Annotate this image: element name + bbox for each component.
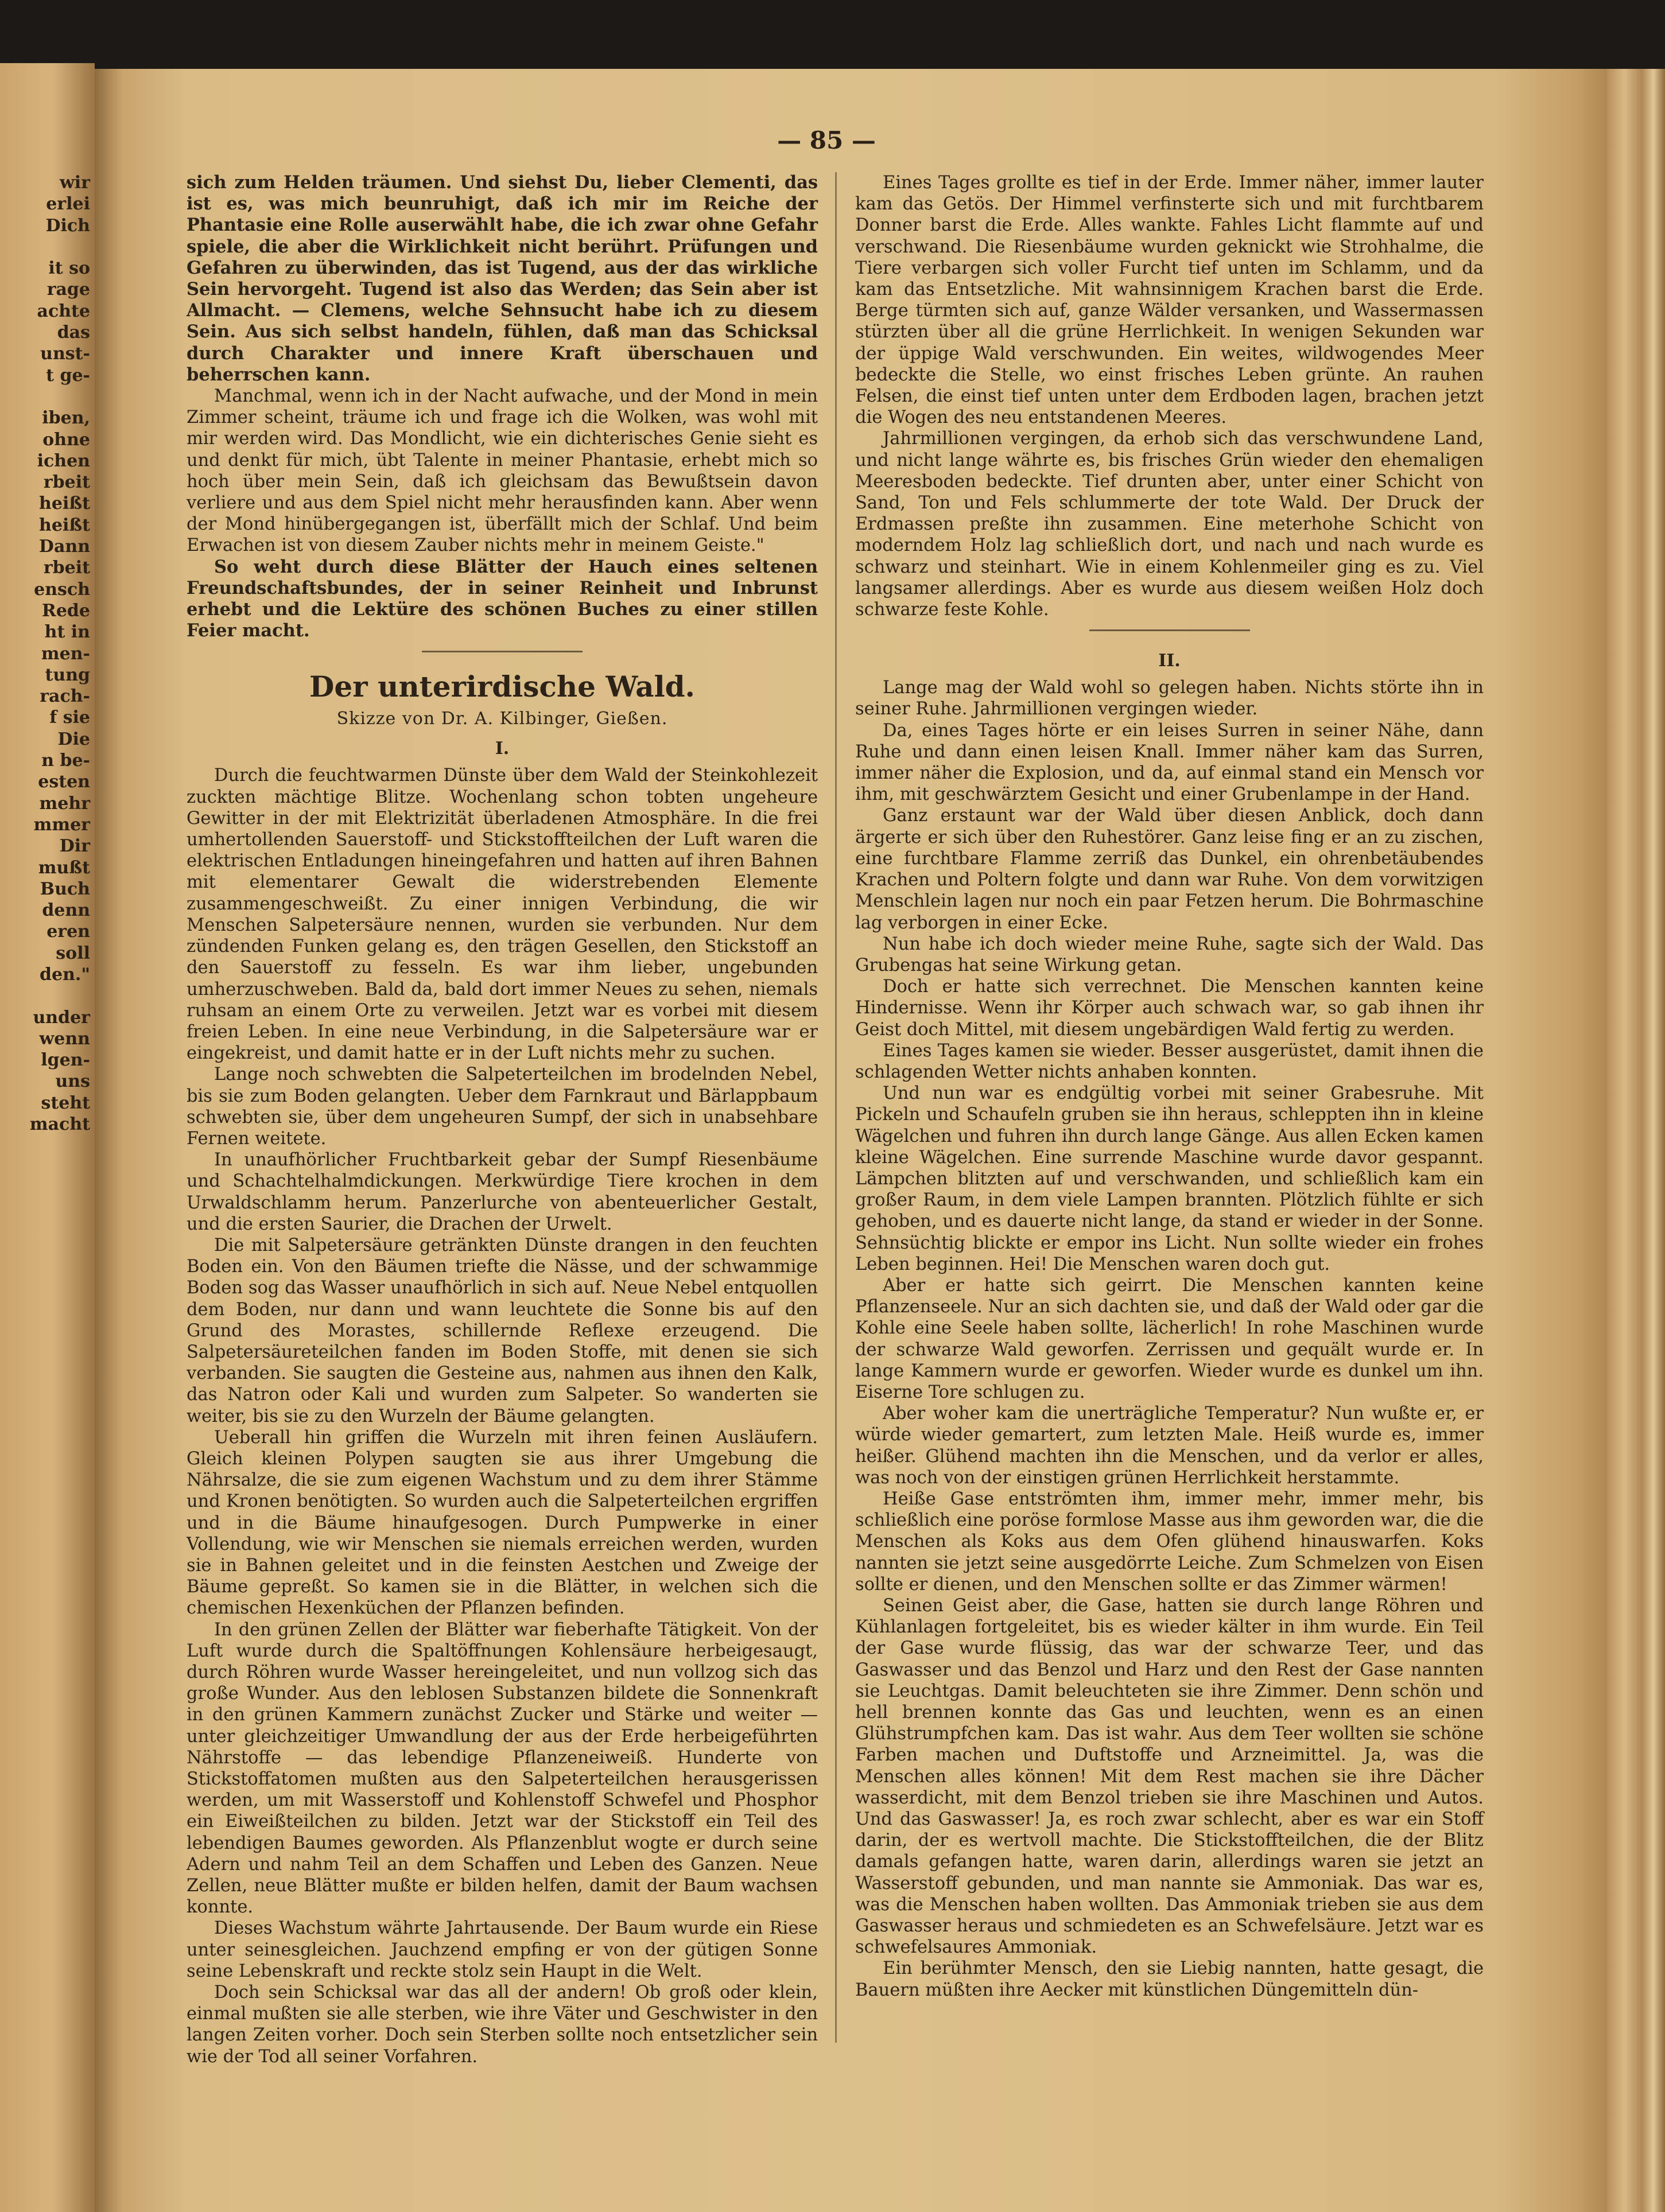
body-paragraph: Dieses Wachstum währte Jahrtausende. Der Baum wurde ein Riese unter seinesgleichen. Jauchzend empfing er von der gütigen Sonne seine Lebenskraft und reckte stolz sein Haupt in die Welt. bbox=[187, 1918, 818, 1981]
body-paragraph: Eines Tages kamen sie wieder. Besser ausgerüstet, damit ihnen die schlagenden Wetter nichts anhaben konnten. bbox=[855, 1040, 1484, 1082]
left-page-fragments: wir erlei Dich it so rage achte das unst- t ge- iben, ohne ichen rbeit heißt heißt Dann rbeit ensch Rede ht in men- tung rach- f sie Die n be- esten mehr mmer Dir mußt Buch denn eren soll den." under wenn lgen- uns steht macht bbox=[29, 173, 90, 1135]
body-paragraph: Durch die feuchtwarmen Dünste über dem Wald der Steinkohlezeit zuckten mächtige Blitze. Wochenlang schon tobten ungeheure Gewitter in der mit Elektrizität überladenen Atmosphäre. In die frei umhertollenden Sauerstoff- und Stickstoffteilchen der Luft waren die elektrischen Entladungen hineingefahren und hatten auf ihren Bahnen mit elementarer Gewalt die widerstrebenden Elemente zusammengeschweißt. Zu einer innigen Verbindung, die wir Menschen Salpetersäure nennen, wurden sie verbunden. Nur dem zündenden Funken gelang es, den trägen Gesellen, den Stickstoff an den Sauerstoff zu fesseln. Es war ihm lieber, ungebunden umherzuschweben. Bald da, bald dort immer Neues zu sehen, niemals ruhsam an einem Orte zu verweilen. Jetzt war es vorbei mit diesem freien Leben. In eine neue Verbindung, in die Salpetersäure war er eingekreist, und damit hatte er in der Luft nichts mehr zu suchen. bbox=[187, 765, 818, 1064]
section-rule bbox=[1089, 629, 1250, 631]
body-paragraph: Heiße Gase entströmten ihm, immer mehr, immer mehr, bis schließlich eine poröse formlose Masse aus ihm geworden war, die die Menschen als Koks aus dem Ofen glühend hinauswarfen. Koks nannten sie jetzt seine ausgedörrte Leiche. Zum Schmelzen von Eisen sollte er dienen, und den Menschen sollte er das Zimmer wärmen! bbox=[855, 1488, 1484, 1595]
body-paragraph: Eines Tages grollte es tief in der Erde. Immer näher, immer lauter kam das Getös. Der Himmel verfinsterte sich und mit furchtbarem Donner barst die Erde. Alles wankte. Fahles Licht flammte auf und verschwand. Die Riesenbäume wurden geknickt wie Strohhalme, die Tiere verbargen sich voller Furcht tief unten im Schlamm, und da kam das Entsetzliche. Mit wahnsinnigem Krachen barst die Erde. Berge türmten sich auf, ganze Wälder versanken, und Wassermassen stürzten über all die grüne Herrlichkeit. In wenigen Sekunden war der üppige Wald verschwunden. Ein weites, wildwogendes Meer bedeckte die Stelle, wo einst frisches Leben grünte. An rauhen Felsen, die einst tief unten unter dem Erdboden lagen, brachen jetzt die Wogen des neu entstandenen Meeres. bbox=[855, 173, 1484, 428]
page-stack-edge bbox=[1607, 69, 1665, 2212]
body-paragraph: Und nun war es endgültig vorbei mit seiner Grabesruhe. Mit Pickeln und Schaufeln gruben sie ihn heraus, schleppten ihn in kleine Wägelchen und fuhren ihn durch lange Gänge. Aus allen Ecken kamen kleine Wägelchen. Eine surrende Maschine wurde davor gespannt. Lämpchen blitzten auf und verschwanden, und schließlich kam ein großer Raum, in dem viele Lampen brannten. Plötzlich fühlte er sich gehoben, und es dauerte nicht lange, da stand er wieder in der Sonne. Sehnsüchtig blickte er empor ins Licht. Nun sollte wieder ein frohes Leben beginnen. Hei! Die Menschen waren doch gut. bbox=[855, 1083, 1484, 1274]
body-paragraph: Nun habe ich doch wieder meine Ruhe, sagte sich der Wald. Das Grubengas hat seine Wirkung getan. bbox=[855, 934, 1484, 975]
column-divider bbox=[835, 172, 837, 2043]
section-rule bbox=[422, 651, 583, 652]
article-title: Der unterirdische Wald. bbox=[309, 670, 695, 704]
body-paragraph: Aber woher kam die unerträgliche Temperatur? Nun wußte er, er würde wieder gemartert, zum letzten Male. Heiß wurde es, immer heißer. Glühend machten ihn die Menschen, und da verlor er alles, was noch von der einstigen grünen Herrlichkeit herstammte. bbox=[855, 1404, 1484, 1488]
intro-paragraph: Manchmal, wenn ich in der Nacht aufwache, und der Mond in mein Zimmer scheint, träume ich und frage ich die Wolken, was wohl mit mir werden wird. Das Mondlicht, wie ein dichterisches Genie sieht es und denkt für mich, übt Talente in meiner Phantasie, erhebt mich so hoch über mein Sein, daß ich gleichsam das Bewußtsein davon verliere und aus dem Spiel nicht mehr herausfinden kann. Aber wenn der Mond hinübergegangen ist, überfällt mich der Schlaf. Und beim Erwachen ist von diesem Zauber nichts mehr in meinem Geiste." bbox=[187, 386, 818, 556]
body-paragraph: Jahrmillionen vergingen, da erhob sich das verschwundene Land, und nicht lange währte es, bis frisches Grün wieder den ehemaligen Meeresboden bedeckte. Tief drunten aber, unter einer Schicht von Sand, Ton und Fels schlummerte der tote Wald. Der Druck der Erdmassen preßte ihn zusammen. Eine meterhohe Schicht von moderndem Holz lag schließlich dort, und nach und nach wurde es schwarz und steinhart. Wie in einem Kohlenmeiler ging es zu. Viel langsamer allerdings. Aber es wurde aus diesem weißen Holz doch schwarze feste Kohle. bbox=[855, 429, 1484, 620]
intro-paragraph: sich zum Helden träumen. Und siehst Du, lieber Clementi, das ist es, was mich beunruhigt, daß ich mir im Reiche der Phantasie eine Rolle auserwählt habe, die ich zwar ohne Gefahr spiele, die aber die Wirklichkeit nicht berührt. Prüfungen und Gefahren zu überwinden, das ist Tugend, aus der das wirkliche Sein hervorgeht. Tugend ist also das Werden; das Sein aber ist Allmacht. — Clemens, welche Sehnsucht habe ich zu diesem Sein. Aus sich selbst handeln, fühlen, daß man das Schicksal durch Charakter und innere Kraft überschauen und beherrschen kann. bbox=[187, 172, 818, 385]
body-paragraph: Ueberall hin griffen die Wurzeln mit ihren feinen Ausläufern. Gleich kleinen Polypen saugten sie aus ihrer Umgebung die Nährsalze, die sie zum eigenen Wachstum und zu dem ihrer Stämme und Kronen benötigten. So wurden auch die Salpeterteilchen ergriffen und in die Bäume hinaufgesogen. Durch Pumpwerke in einer Vollendung, wie wir Menschen sie niemals erreichen werden, wurden sie in Bahnen geleitet und in die feinsten Aestchen und Zweige der Bäume gepreßt. So kamen sie in die Blätter, in welchen sich die chemischen Hexenküchen der Pflanzen befinden. bbox=[187, 1427, 818, 1619]
left-page-edge bbox=[0, 63, 95, 2212]
body-paragraph: Aber er hatte sich geirrt. Die Menschen kannten keine Pflanzenseele. Nur an sich dachten sie, und daß der Wald oder gar die Kohle eine Seele haben sollte, lächerlich! In rohe Maschinen wurde der schwarze Wald geworfen. Zerrissen und gequält wurde er. In lange Kammern wurde er geworfen. Wieder wurde es dunkel um ihn. Eiserne Tore schlugen zu. bbox=[855, 1275, 1484, 1402]
right-column bbox=[855, 172, 1484, 2001]
body-paragraph: Seinen Geist aber, die Gase, hatten sie durch lange Röhren und Kühlanlagen fortgeleitet, bis es wieder kälter in ihm wurde. Ein Teil der Gase wurde flüssig, das war der schwarze Teer, und das Gaswasser und das Benzol und Harz und den Rest der Gase nannten sie Leuchtgas. Damit beleuchteten sie ihre Zimmer. Denn schön und hell brennen konnte das Gas und leuchten, wenn es an einen Glühstrumpfchen kam. Das ist wahr. Aus dem Teer wollten sie schöne Farben machen und Duftstoffe und Arzneimittel. Ja, was die Menschen alles können! Mit dem Rest machen sie ihre Dächer wasserdicht, mit dem Benzol trieben sie ihre Maschinen und Autos. Und das Gaswasser! Ja, es roch zwar schlecht, aber es war ein Stoff darin, der es wertvoll machte. Die Stickstoffteilchen, die der Blitz damals gefangen hatte, waren darin, allerdings waren sie jetzt an Wasserstoff gebunden, und man nannte sie Ammoniak. Das war es, was die Menschen haben wollten. Das Ammoniak trieben sie aus dem Gaswasser heraus und schmiedeten es an Schwefelsäure. Jetzt war es schwefelsaures Ammoniak. bbox=[855, 1596, 1484, 1958]
left-column bbox=[187, 172, 818, 2067]
body-paragraph: Ein berühmter Mensch, den sie Liebig nannten, hatte gesagt, die Bauern müßten ihre Aecker mit künstlichen Düngemitteln dün- bbox=[855, 1958, 1484, 2000]
intro-paragraph: So weht durch diese Blätter der Hauch eines seltenen Freundschaftsbundes, der in seiner Reinheit und Inbrunst erhebt und die Lektüre des schönen Buches zu einer stillen Feier macht. bbox=[187, 556, 818, 642]
body-paragraph: Doch er hatte sich verrechnet. Die Menschen kannten keine Hindernisse. Wenn ihr Körper auch schwach war, so gab ihnen ihr Geist doch Mittel, mit diesem ungebärdigen Wald fertig zu werden. bbox=[855, 977, 1484, 1040]
article-byline: Skizze von Dr. A. Kilbinger, Gießen. bbox=[336, 709, 668, 729]
body-paragraph: In unaufhörlicher Fruchtbarkeit gebar der Sumpf Riesenbäume und Schachtelhalmdickungen. Merkwürdige Tiere krochen in dem Urwaldschlamm herum. Panzerlurche von abenteuerlicher Gestalt, und die ersten Saurier, die Drachen der Urwelt. bbox=[187, 1150, 818, 1234]
body-paragraph: Ganz erstaunt war der Wald über diesen Anblick, doch dann ärgerte er sich über den Ruhestörer. Ganz leise fing er an zu zischen, eine furchtbare Flamme zerriß das Dunkel, ein ohrenbetäubendes Krachen und Poltern folgte und dann war Ruhe. Von dem vorwitzigen Menschlein lagen nur noch ein paar Fetzen herum. Die Bohrmaschine lag verborgen in einer Ecke. bbox=[855, 806, 1484, 933]
body-paragraph: Lange mag der Wald wohl so gelegen haben. Nichts störte ihn in seiner Ruhe. Jahrmillionen vergingen wieder. bbox=[855, 678, 1484, 720]
page-number: — 85 — bbox=[777, 126, 876, 154]
body-paragraph: Lange noch schwebten die Salpeterteilchen im brodelnden Nebel, bis sie zum Boden gelangten. Ueber dem Farnkraut und Bärlappbaum schwebten sie, über dem ungeheuren Sumpf, der sich in unabsehbare Fernen weitete. bbox=[187, 1064, 818, 1149]
body-paragraph: Die mit Salpetersäure getränkten Dünste drangen in den feuchten Boden ein. Von den Bäumen triefte die Nässe, und der schwammige Boden sog das Wasser unaufhörlich in sich auf. Neue Nebel entquollen dem Boden, nur dann und wann leuchtete die Sonne bis auf den Grund des Morastes, schillernde Reflexe erzeugend. Die Salpetersäureteilchen fanden im Boden Stoffe, mit denen sie sich verbanden. Sie saugten die Gesteine aus, nahmen aus ihnen den Kalk, das Natron oder Kali und wurden zum Salpeter. So wanderten sie weiter, bis sie zu den Wurzeln der Bäume gelangten. bbox=[187, 1235, 818, 1426]
body-paragraph: Doch sein Schicksal war das all der andern! Ob groß oder klein, einmal mußten sie alle sterben, wie ihre Väter und Geschwister in den langen Zeiten vorher. Doch sein Sterben sollte noch entsetzlicher sein wie der Tod all seiner Vorfahren. bbox=[187, 1982, 818, 2067]
body-paragraph: In den grünen Zellen der Blätter war fieberhafte Tätigkeit. Von der Luft wurde durch die Spaltöffnungen Kohlensäure herbeigesaugt, durch Röhren wurde Wasser hereingeleitet, und nun vollzog sich das große Wunder. Aus den leblosen Substanzen bildete die Sonnenkraft in den grünen Kammern zunächst Zucker und Stärke und weiter — unter gleichzeitiger Umwandlung der aus der Erde herbeigeführten Nährstoffe — das lebendige Pflanzeneiweiß. Hunderte von Stickstoffatomen mußten aus den Salpeterteilchen herausgerissen werden, um mit Wasserstoff und Kohlenstoff Schwefel und Phosphor ein Eiweißteilchen zu bilden. Jetzt war der Stickstoff ein Teil des lebendigen Baumes geworden. Als Pflanzenblut wogte er durch seine Adern und nahm Teil an dem Schaffen und Leben des Ganzen. Neue Zellen, neue Blätter mußte er bilden helfen, damit der Baum wachsen konnte. bbox=[187, 1619, 818, 1918]
section-heading: I. bbox=[495, 738, 510, 759]
body-paragraph: Da, eines Tages hörte er ein leises Surren in seiner Nähe, dann Ruhe und dann einen leisen Knall. Immer näher kam das Surren, immer näher die Explosion, und da, auf einmal stand ein Mensch vor ihm, mit geschwärztem Gesicht und einer Grubenlampe in der Hand. bbox=[855, 720, 1484, 805]
section-heading: II. bbox=[1158, 651, 1181, 671]
